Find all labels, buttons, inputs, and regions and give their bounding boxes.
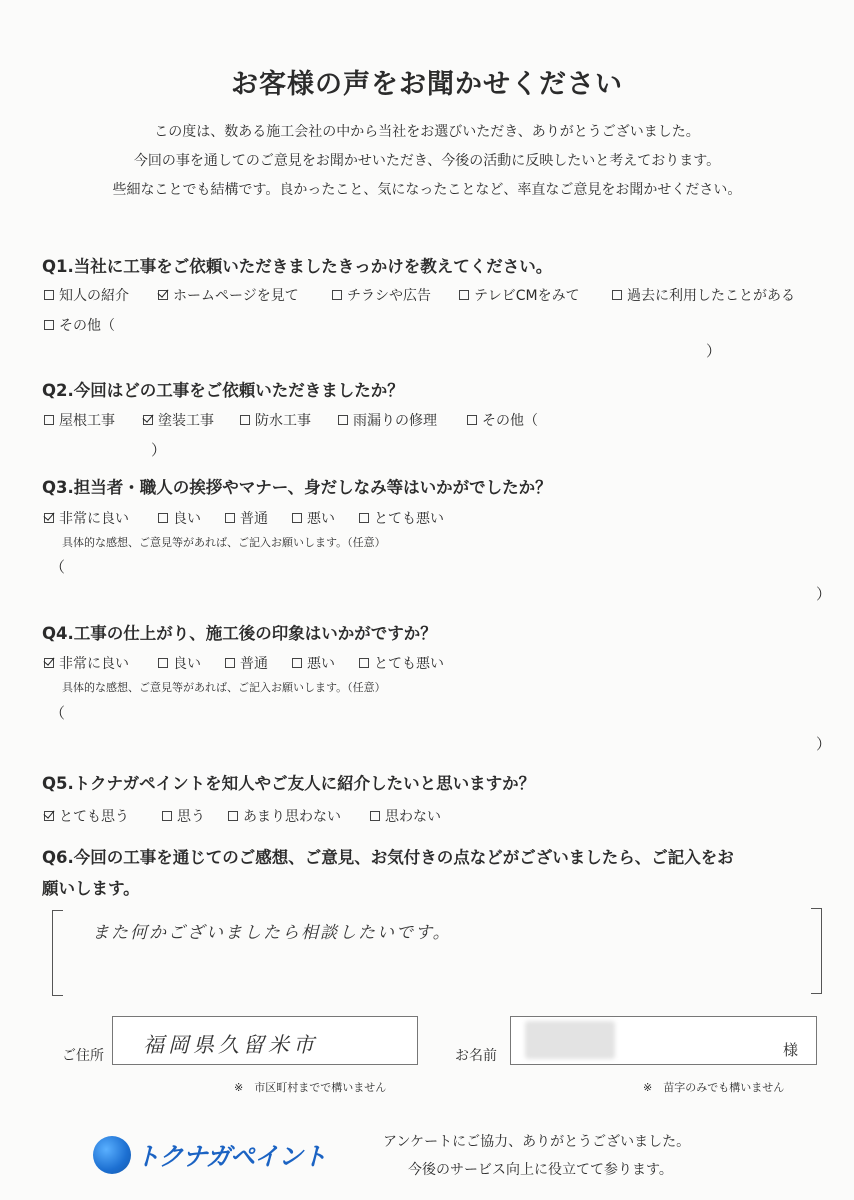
checkbox[interactable] xyxy=(228,811,238,821)
q3-label: Q3.担当者・職人の挨拶やマナー、身だしなみ等はいかがでしたか？ xyxy=(42,478,552,497)
checkbox[interactable] xyxy=(359,658,369,668)
q4-close-paren: ） xyxy=(816,735,832,753)
q4-open-paren: （ xyxy=(50,704,66,722)
q3-option-good[interactable]: 良い xyxy=(158,508,201,528)
q1-option-other[interactable]: その他（ xyxy=(44,315,115,335)
q1-option-tvcm[interactable]: テレビCMをみて xyxy=(459,285,580,305)
checkbox[interactable] xyxy=(44,415,54,425)
intro-line-2: 今回の事を通してのご意見をお聞かせいただき、今後の活動に反映したいと考えております。 xyxy=(133,153,721,169)
q1-option-flyer[interactable]: チラシや広告 xyxy=(332,285,431,305)
checkbox[interactable] xyxy=(44,290,54,300)
q1-option-homepage[interactable]: ホームページを見て xyxy=(158,285,299,305)
q1-label: Q1.当社に工事をご依頼いただきましたきっかけを教えてください。 xyxy=(42,257,553,276)
q5-label: Q5.トクナガペイントを知人やご友人に紹介したいと思いますか？ xyxy=(42,774,536,793)
q3-close-paren: ） xyxy=(816,585,832,603)
company-logo xyxy=(93,1136,326,1174)
q4-option-good[interactable]: 良い xyxy=(158,653,201,673)
footer-line-1: アンケートにご協力、ありがとうございました。 xyxy=(383,1134,691,1150)
address-label: ご住所 xyxy=(62,1048,104,1064)
q6-label-line-2: 願いします。 xyxy=(42,879,140,898)
address-field[interactable] xyxy=(112,1016,418,1065)
q5-option-yes[interactable]: 思う xyxy=(162,806,205,826)
q2-option-leak[interactable]: 雨漏りの修理 xyxy=(338,410,437,430)
checkbox[interactable] xyxy=(158,513,168,523)
checkbox[interactable] xyxy=(332,290,342,300)
checkbox[interactable] xyxy=(359,513,369,523)
checkbox-checked[interactable] xyxy=(143,415,153,425)
checkbox[interactable] xyxy=(370,811,380,821)
name-field[interactable] xyxy=(510,1016,817,1065)
checkbox[interactable] xyxy=(158,658,168,668)
checkbox-checked[interactable] xyxy=(44,811,54,821)
q2-option-roof[interactable]: 屋根工事 xyxy=(44,410,115,430)
footer-line-2: 今後のサービス向上に役立てて参ります。 xyxy=(408,1162,673,1178)
q4-note: 具体的な感想、ご意見等があれば、ご記入お願いします。（任意） xyxy=(62,681,386,694)
q2-option-other[interactable]: その他（ xyxy=(467,410,538,430)
name-suffix: 様 xyxy=(782,1041,798,1059)
q2-option-waterproof[interactable]: 防水工事 xyxy=(240,410,311,430)
checkbox[interactable] xyxy=(612,290,622,300)
checkbox[interactable] xyxy=(467,415,477,425)
logo-globe-icon xyxy=(93,1136,131,1174)
checkbox-checked[interactable] xyxy=(158,290,168,300)
q6-bracket-left xyxy=(52,910,63,996)
address-value-handwritten: 福岡県久留米市 xyxy=(143,1033,318,1057)
q3-option-normal[interactable]: 普通 xyxy=(225,508,268,528)
checkbox[interactable] xyxy=(240,415,250,425)
name-redacted xyxy=(525,1021,615,1059)
checkbox[interactable] xyxy=(225,658,235,668)
q2-option-painting[interactable]: 塗装工事 xyxy=(143,410,214,430)
q6-answer-handwritten[interactable]: また何かございましたら相談したいです。 xyxy=(92,923,452,943)
checkbox[interactable] xyxy=(292,658,302,668)
name-note: ※ 苗字のみでも構いません xyxy=(643,1081,785,1094)
q6-label-line-1: Q6.今回の工事を通じてのご感想、ご意見、お気付きの点などがございましたら、ご記入をお xyxy=(42,848,734,867)
checkbox[interactable] xyxy=(162,811,172,821)
checkbox[interactable] xyxy=(292,513,302,523)
q1-option-referral[interactable]: 知人の紹介 xyxy=(44,285,129,305)
q6-bracket-right xyxy=(811,908,822,994)
q3-option-very-bad[interactable]: とても悪い xyxy=(359,508,444,528)
q4-option-very-good[interactable]: 非常に良い xyxy=(44,653,129,673)
logo-text: トクナガペイント xyxy=(135,1142,327,1171)
q4-option-very-bad[interactable]: とても悪い xyxy=(359,653,444,673)
checkbox[interactable] xyxy=(225,513,235,523)
intro-line-3: 些細なことでも結構です。良かったこと、気になったことなど、率直なご意見をお聞かせください。 xyxy=(112,182,742,198)
checkbox[interactable] xyxy=(459,290,469,300)
q3-option-bad[interactable]: 悪い xyxy=(292,508,335,528)
name-label: お名前 xyxy=(455,1048,497,1064)
checkbox-checked[interactable] xyxy=(44,658,54,668)
intro-line-1: この度は、数ある施工会社の中から当社をお選びいただき、ありがとうございました。 xyxy=(154,124,700,140)
q3-open-paren: （ xyxy=(50,558,66,576)
q5-option-no[interactable]: 思わない xyxy=(370,806,441,826)
page-title: お客様の声をお聞かせください xyxy=(231,69,623,100)
q2-close-paren: ） xyxy=(151,441,167,459)
checkbox[interactable] xyxy=(44,320,54,330)
q4-option-bad[interactable]: 悪い xyxy=(292,653,335,673)
q5-option-not-really[interactable]: あまり思わない xyxy=(228,806,341,826)
q4-label: Q4.工事の仕上がり、施工後の印象はいかがですか？ xyxy=(42,624,437,643)
q3-note: 具体的な感想、ご意見等があれば、ご記入お願いします。（任意） xyxy=(62,536,386,549)
checkbox-checked[interactable] xyxy=(44,513,54,523)
address-note: ※ 市区町村までで構いません xyxy=(234,1081,387,1094)
q1-close-paren: ） xyxy=(706,342,722,360)
q3-option-very-good[interactable]: 非常に良い xyxy=(44,508,129,528)
q5-option-strongly-yes[interactable]: とても思う xyxy=(44,806,129,826)
checkbox[interactable] xyxy=(338,415,348,425)
q4-option-normal[interactable]: 普通 xyxy=(225,653,268,673)
q2-label: Q2.今回はどの工事をご依頼いただきましたか？ xyxy=(42,381,404,400)
q1-option-past-use[interactable]: 過去に利用したことがある xyxy=(612,285,795,305)
